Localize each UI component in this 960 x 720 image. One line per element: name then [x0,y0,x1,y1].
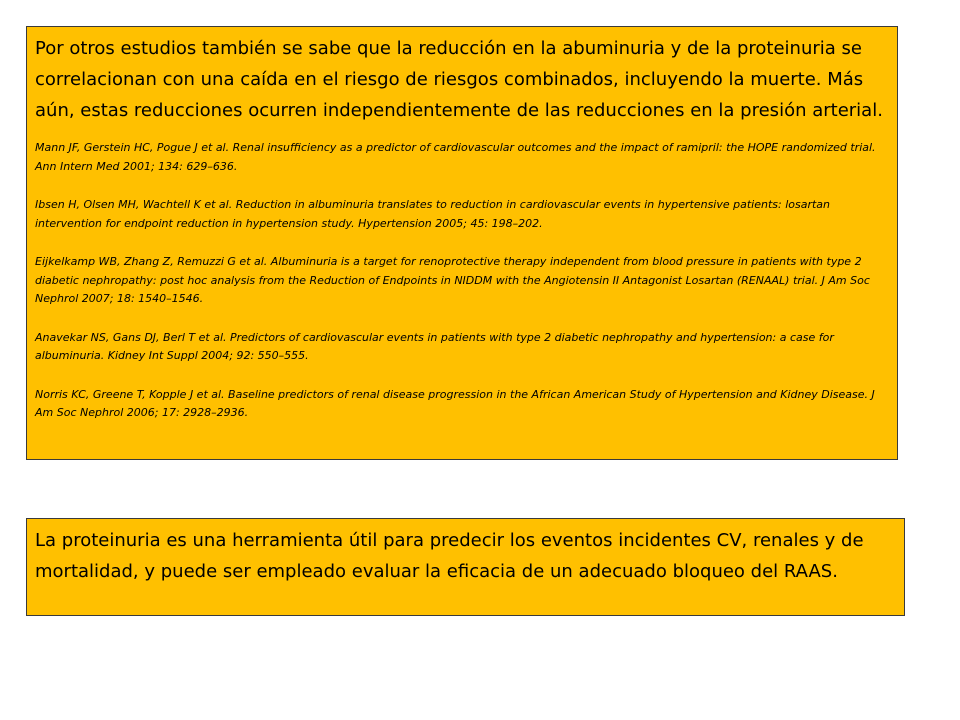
reference-item: Ibsen H, Olsen MH, Wachtell K et al. Reduction in albuminuria translates to reduction in cardiovascular events in hypertensive patients: losartan intervention for endpoint reduction in hypertension study. Hypertension 2005; 45: 198–202. [35,198,831,230]
bottom-main-text: La proteinuria es una herramienta útil para predecir los eventos incidentes CV, renales y de mortalidad, y puede ser empleado evaluar la eficacia de un adecuado bloqueo del RAAS. [35,530,864,582]
top-text-box [26,26,898,460]
reference-item: Eijkelkamp WB, Zhang Z, Remuzzi G et al. Albuminuria is a target for renoprotective therapy independent from blood pressure in patients with type 2 diabetic nephropathy: post hoc analysis from the Reduction of Endpoints in NIDDM with the Angiotensin II Antagonist Losartan (RENAAL) trial. J Am Soc Nephrol 2007; 18: 1540–1546. [35,255,870,305]
reference-item: Mann JF, Gerstein HC, Pogue J et al. Renal insufficiency as a predictor of cardiovascular outcomes and the impact of ramipril: the HOPE randomized trial. Ann Intern Med 2001; 134: 629–636. [35,141,876,173]
reference-item: Norris KC, Greene T, Kopple J et al. Baseline predictors of renal disease progression in the African American Study of Hypertension and Kidney Disease. J Am Soc Nephrol 2006; 17: 2928–2936. [35,387,875,419]
references-list [35,139,889,423]
reference-item: Anavekar NS, Gans DJ, Berl T et al. Predictors of cardiovascular events in patients with type 2 diabetic nephropathy and hypertension: a case for albuminuria. Kidney Int Suppl 2004; 92: 550–555. [35,330,834,362]
top-main-text: Por otros estudios también se sabe que la reducción en la abuminuria y de la proteinuria se correlacionan con una caída en el riesgo de riesgos combinados, incluyendo la muerte. Más aún, estas reducciones ocurren independientemente de las reducciones en la presión arterial. [35,38,883,121]
bottom-text-box [26,518,905,616]
